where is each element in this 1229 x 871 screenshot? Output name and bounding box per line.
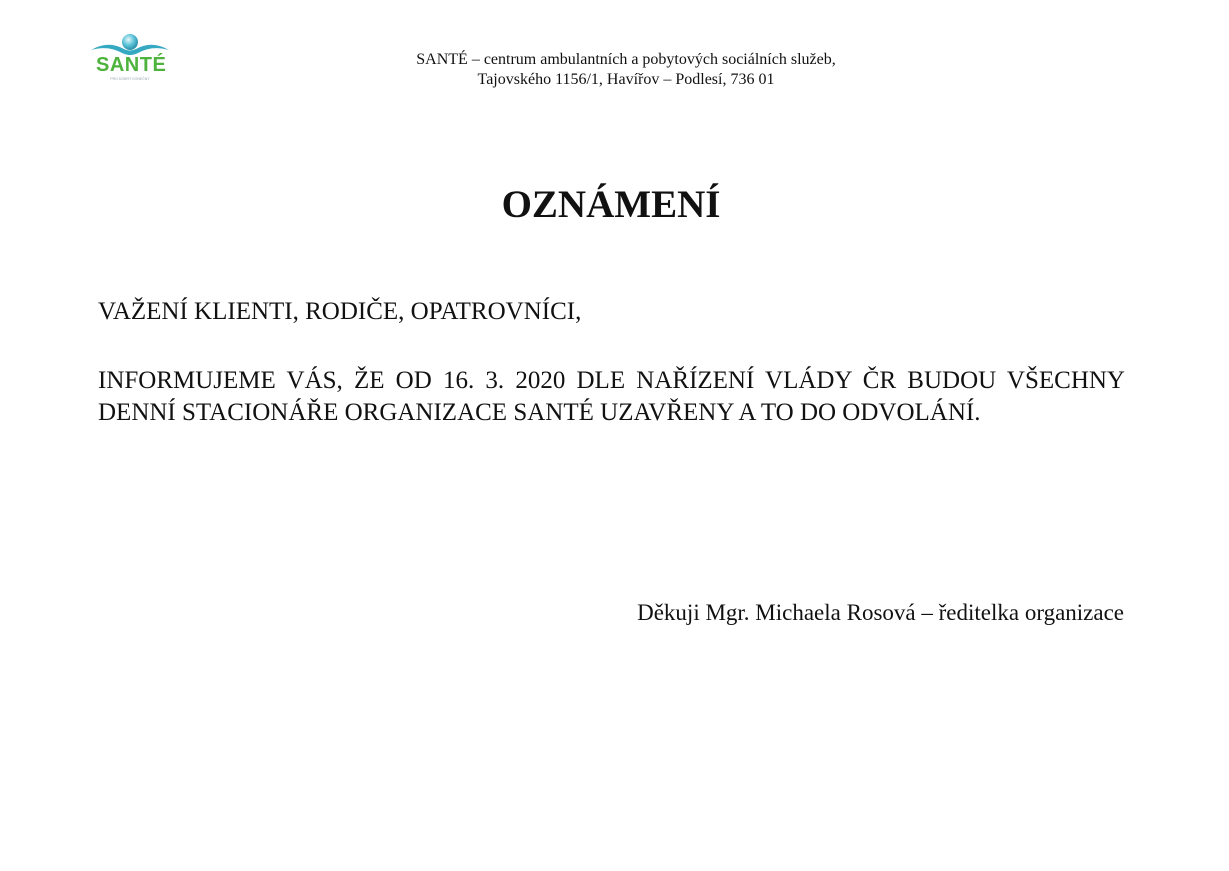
logo-wordmark: SANTÉ [96, 54, 167, 76]
announcement-text: INFORMUJEME VÁS, ŽE OD 16. 3. 2020 DLE NAŘÍZENÍ VLÁDY ČR BUDOU VŠECHNY DENNÍ STACIONÁŘE ORGANIZACE SANTÉ UZAVŘENY A TO DO ODVOLÁNÍ. [98, 367, 1125, 426]
letterhead-organization: SANTÉ – centrum ambulantních a pobytových sociálních služeb, [416, 51, 836, 68]
signature: Děkuji Mgr. Michaela Rosová – ředitelka organizace [637, 600, 1124, 625]
letterhead [326, 50, 926, 90]
page-title: OZNÁMENÍ [501, 183, 721, 226]
organization-logo [88, 30, 172, 88]
greeting: VAŽENÍ KLIENTI, RODIČE, OPATROVNÍCI, [98, 298, 582, 325]
letterhead-address: Tajovského 1156/1, Havířov – Podlesí, 736 01 [477, 71, 775, 88]
logo-tagline: PRO DOBRÝ KONEČNÝ [110, 77, 150, 81]
